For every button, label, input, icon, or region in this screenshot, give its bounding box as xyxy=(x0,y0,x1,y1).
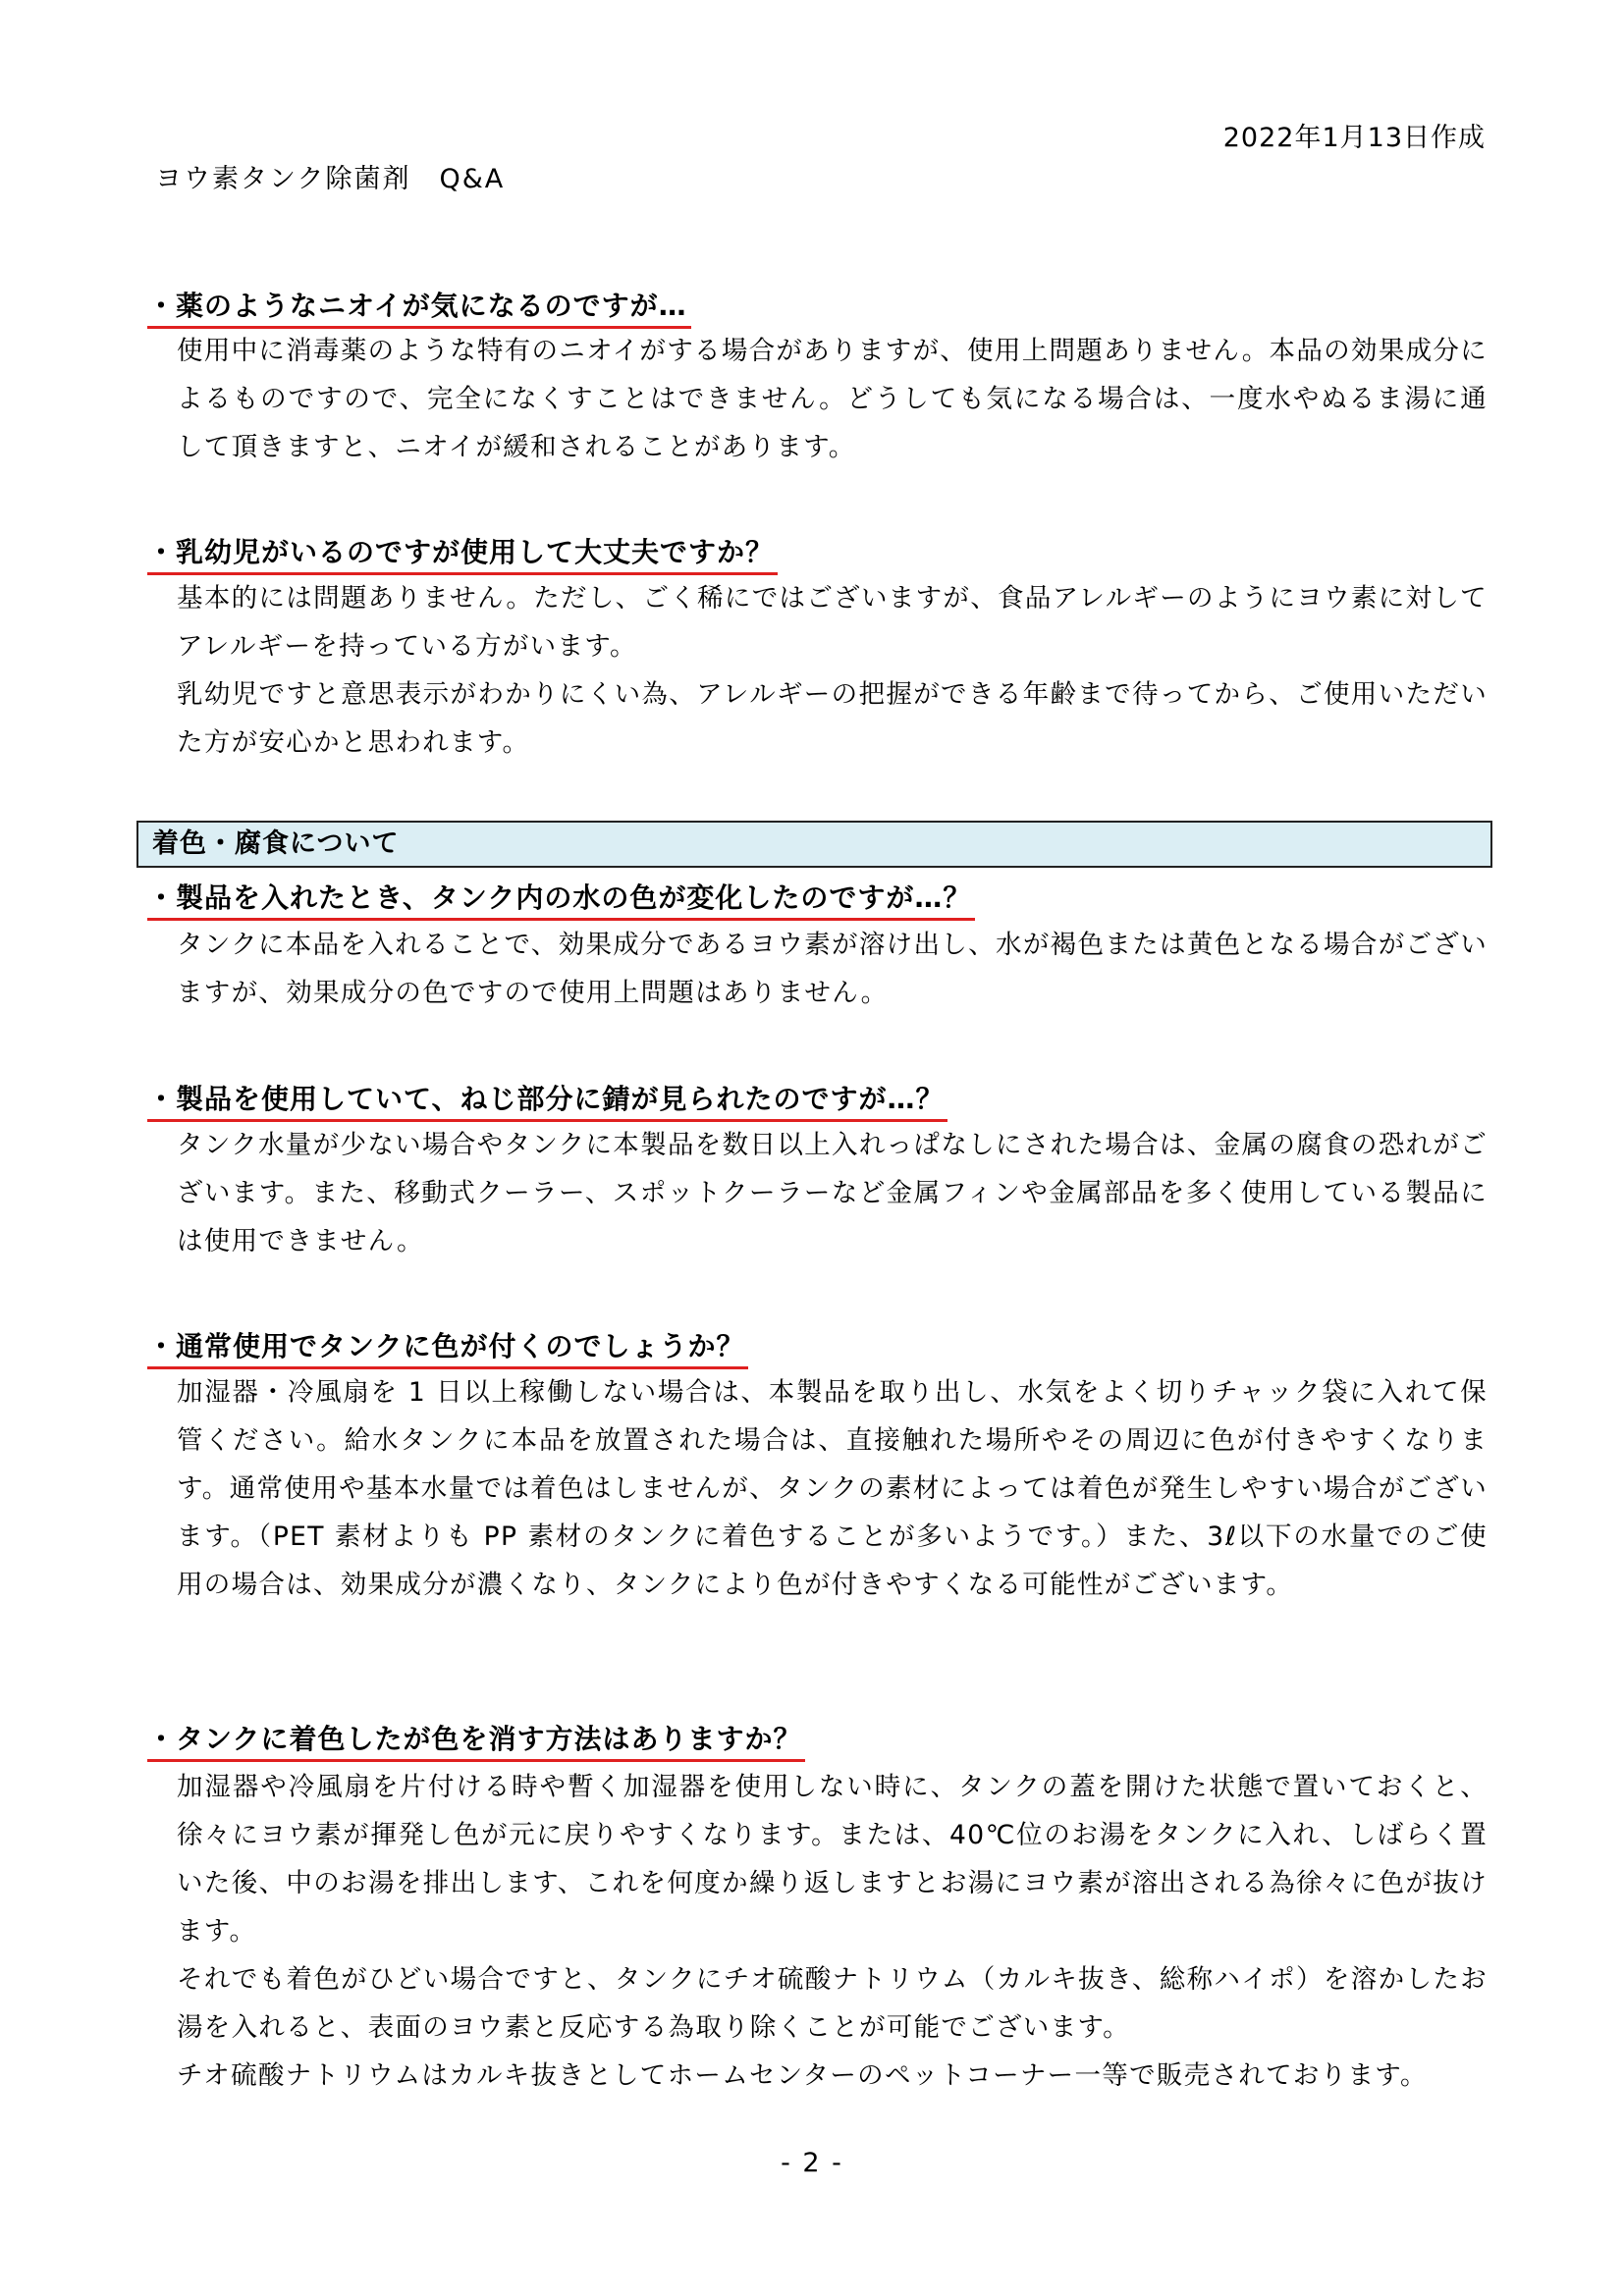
question-heading: ・製品を入れたとき、タンク内の水の色が変化したのですが…？ xyxy=(147,877,975,921)
question-heading: ・タンクに着色したが色を消す方法はありますか？ xyxy=(147,1718,805,1762)
question-heading: ・乳幼児がいるのですが使用して大丈夫ですか？ xyxy=(147,531,778,575)
answer-text xyxy=(177,327,1488,471)
answer-paragraph: 乳幼児ですと意思表示がわかりにくい為、アレルギーの把握ができる年齢まで待ってから、ご使用いただいた方が安心かと思われます。 xyxy=(177,679,1488,758)
answer-paragraph: 加湿器や冷風扇を片付ける時や暫く加湿器を使用しない時に、タンクの蓋を開けた状態で置いておくと、徐々にヨウ素が揮発し色が元に戻りやすくなります。または、40℃位のお湯をタンクに入れ、しばらく置いた後、中のお湯を排出します、これを何度か繰り返しますとお湯にヨウ素が溶出される為徐々に色が抜けます。 xyxy=(177,1772,1488,1947)
question-heading: ・薬のようなニオイが気になるのですが… xyxy=(147,285,691,329)
answer-text xyxy=(177,1763,1488,2100)
answer-paragraph: 加湿器・冷風扇を 1 日以上稼働しない場合は、本製品を取り出し、水気をよく切りチャック袋に入れて保管ください。給水タンクに本品を放置された場合は、直接触れた場所やその周辺に色が付きやすくなります。通常使用や基本水量では着色はしませんが、タンクの素材によっては着色が発生しやすい場合がございます。（PET 素材よりも PP 素材のタンクに着色することが多いようです。）また、3ℓ以下の水量でのご使用の場合は、効果成分が濃くなり、タンクにより色が付きやすくなる可能性がございます。 xyxy=(177,1377,1488,1600)
answer-text xyxy=(177,1368,1488,1609)
section-header: 着色・腐食について xyxy=(136,821,1492,868)
page-number: - 2 - xyxy=(781,2148,843,2178)
answer-paragraph: 基本的には問題ありません。ただし、ごく稀にではございますが、食品アレルギーのようにヨウ素に対してアレルギーを持っている方がいます。 xyxy=(177,583,1488,662)
answer-text xyxy=(177,574,1488,767)
document-title: ヨウ素タンク除菌剤 Q&A xyxy=(155,164,506,194)
answer-text xyxy=(177,921,1488,1017)
answer-paragraph: タンク水量が少ない場合やタンクに本製品を数日以上入れっぱなしにされた場合は、金属の腐食の恐れがございます。また、移動式クーラー、スポットクーラーなど金属フィンや金属部品を多く使用している製品には使用できません。 xyxy=(177,1130,1488,1256)
answer-paragraph: それでも着色がひどい場合ですと、タンクにチオ硫酸ナトリウム（カルキ抜き、総称ハイポ）を溶かしたお湯を入れると、表面のヨウ素と反応する為取り除くことが可能でございます。 xyxy=(177,1964,1488,2043)
answer-paragraph: チオ硫酸ナトリウムはカルキ抜きとしてホームセンターのペットコーナー一等で販売されております。 xyxy=(177,2060,1428,2091)
creation-date: 2022年1月13日作成 xyxy=(1222,123,1486,153)
answer-paragraph: 使用中に消毒薬のような特有のニオイがする場合がありますが、使用上問題ありません。本品の効果成分によるものですので、完全になくすことはできません。どうしても気になる場合は、一度水やぬるま湯に通して頂きますと、ニオイが緩和されることがあります。 xyxy=(177,336,1488,462)
question-heading: ・製品を使用していて、ねじ部分に錆が見られたのですが…？ xyxy=(147,1078,947,1122)
question-heading: ・通常使用でタンクに色が付くのでしょうか？ xyxy=(147,1325,748,1369)
answer-paragraph: タンクに本品を入れることで、効果成分であるヨウ素が溶け出し、水が褐色または黄色となる場合がございますが、効果成分の色ですので使用上問題はありません。 xyxy=(177,930,1488,1008)
answer-text xyxy=(177,1121,1488,1265)
